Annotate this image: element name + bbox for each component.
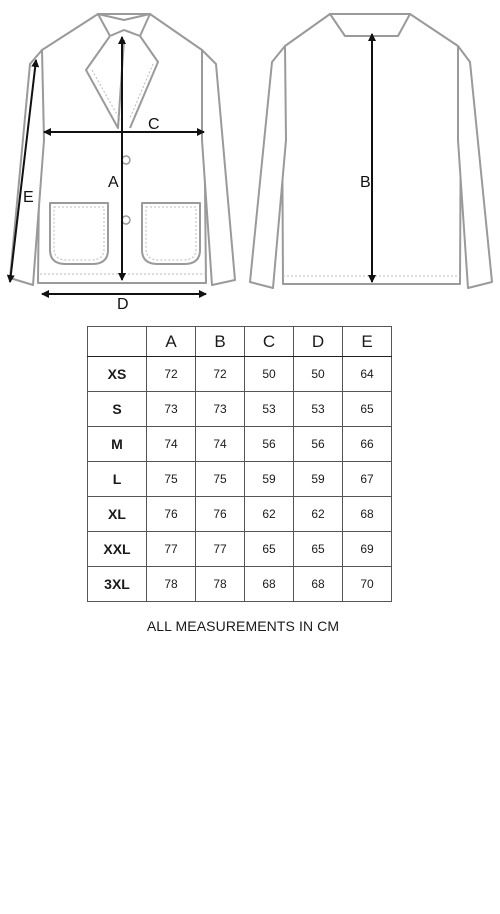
cell-a: 73 bbox=[147, 392, 196, 427]
cell-c: 53 bbox=[245, 392, 294, 427]
cell-d: 59 bbox=[294, 462, 343, 497]
column-header-e: E bbox=[343, 327, 392, 357]
cell-a: 76 bbox=[147, 497, 196, 532]
cell-b: 73 bbox=[196, 392, 245, 427]
cell-a: 78 bbox=[147, 567, 196, 602]
cell-e: 64 bbox=[343, 357, 392, 392]
cell-a: 74 bbox=[147, 427, 196, 462]
jacket-measurement-diagram bbox=[0, 0, 500, 320]
size-label: 3XL bbox=[88, 567, 147, 602]
label-c: C bbox=[148, 116, 160, 133]
table-row bbox=[88, 497, 392, 532]
cell-a: 72 bbox=[147, 357, 196, 392]
label-a: A bbox=[108, 174, 119, 191]
cell-e: 67 bbox=[343, 462, 392, 497]
label-e: E bbox=[23, 189, 34, 206]
cell-c: 65 bbox=[245, 532, 294, 567]
size-label: S bbox=[88, 392, 147, 427]
table-row bbox=[88, 392, 392, 427]
cell-c: 50 bbox=[245, 357, 294, 392]
cell-b: 74 bbox=[196, 427, 245, 462]
cell-e: 70 bbox=[343, 567, 392, 602]
column-header-size bbox=[88, 327, 147, 357]
cell-a: 77 bbox=[147, 532, 196, 567]
cell-b: 72 bbox=[196, 357, 245, 392]
column-header-b: B bbox=[196, 327, 245, 357]
size-label: L bbox=[88, 462, 147, 497]
size-label: M bbox=[88, 427, 147, 462]
cell-a: 75 bbox=[147, 462, 196, 497]
table-row bbox=[88, 532, 392, 567]
cell-b: 77 bbox=[196, 532, 245, 567]
cell-d: 68 bbox=[294, 567, 343, 602]
cell-c: 59 bbox=[245, 462, 294, 497]
cell-c: 62 bbox=[245, 497, 294, 532]
cell-b: 75 bbox=[196, 462, 245, 497]
column-header-a: A bbox=[147, 327, 196, 357]
cell-d: 56 bbox=[294, 427, 343, 462]
cell-c: 56 bbox=[245, 427, 294, 462]
column-header-c: C bbox=[245, 327, 294, 357]
label-d: D bbox=[117, 296, 129, 313]
table-header-row bbox=[88, 327, 392, 357]
size-chart-table bbox=[87, 326, 392, 602]
measurement-unit-note: ALL MEASUREMENTS IN CM bbox=[146, 618, 340, 634]
cell-c: 68 bbox=[245, 567, 294, 602]
cell-d: 65 bbox=[294, 532, 343, 567]
cell-d: 62 bbox=[294, 497, 343, 532]
size-label: XXL bbox=[88, 532, 147, 567]
cell-e: 68 bbox=[343, 497, 392, 532]
table-row bbox=[88, 567, 392, 602]
column-header-d: D bbox=[294, 327, 343, 357]
cell-e: 69 bbox=[343, 532, 392, 567]
table-row bbox=[88, 427, 392, 462]
cell-d: 50 bbox=[294, 357, 343, 392]
cell-d: 53 bbox=[294, 392, 343, 427]
size-label: XL bbox=[88, 497, 147, 532]
cell-e: 65 bbox=[343, 392, 392, 427]
cell-b: 76 bbox=[196, 497, 245, 532]
table-row bbox=[88, 357, 392, 392]
size-label: XS bbox=[88, 357, 147, 392]
label-b: B bbox=[360, 174, 371, 191]
cell-e: 66 bbox=[343, 427, 392, 462]
table-row bbox=[88, 462, 392, 497]
cell-b: 78 bbox=[196, 567, 245, 602]
